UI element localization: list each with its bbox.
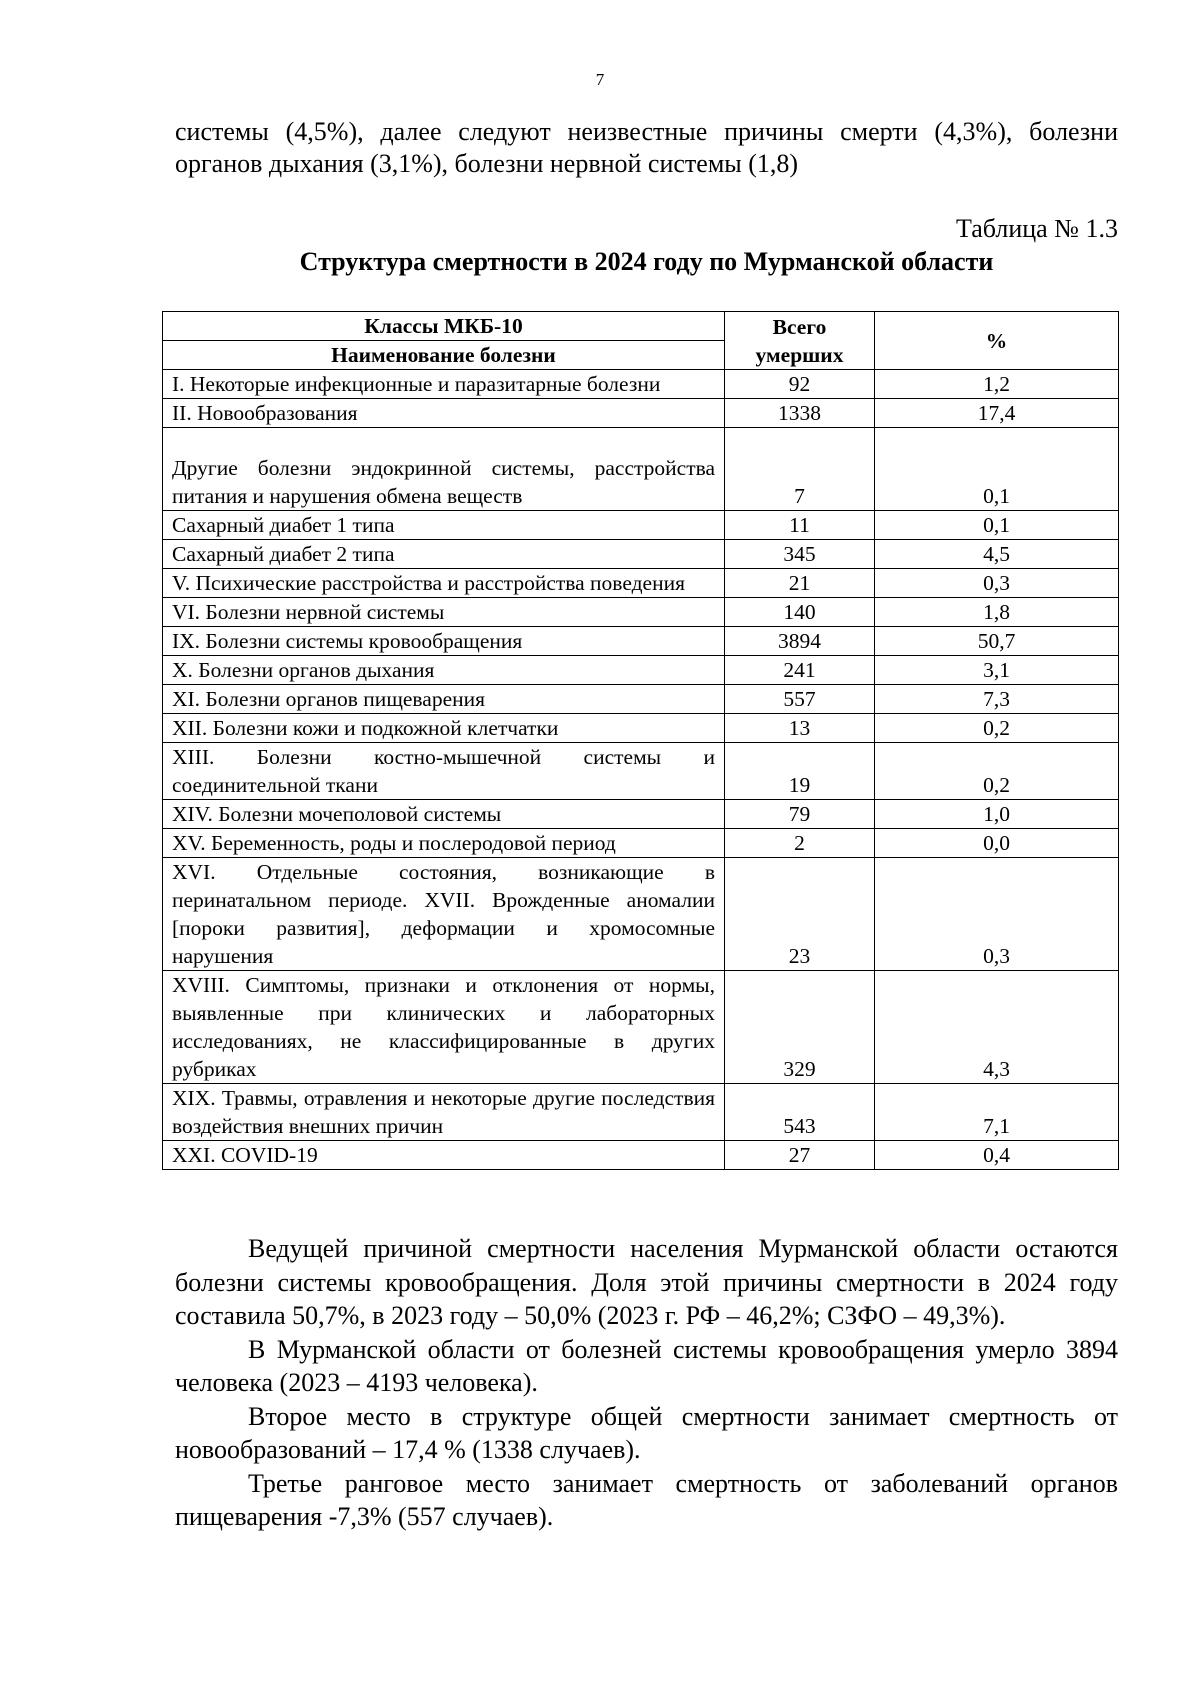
- row-disease-name: IX. Болезни системы кровообращения: [163, 627, 725, 656]
- intro-paragraph: системы (4,5%), далее следуют неизвестные причины смерти (4,3%), болезни органов дыхания (3,1%), болезни нервной системы (1,8): [175, 117, 1118, 178]
- row-percent: 0,1: [875, 511, 1119, 540]
- body-paragraph: Третье ранговое место занимает смертность от заболеваний органов пищеварения -7,3% (557 случаев).: [175, 1468, 1118, 1531]
- mortality-table: [162, 311, 1119, 1170]
- row-total: 27: [725, 1141, 875, 1170]
- row-total: 79: [725, 800, 875, 829]
- table-row: [163, 743, 1119, 800]
- row-total: 241: [725, 656, 875, 685]
- row-disease-name: V. Психические расстройства и расстройства поведения: [163, 569, 725, 598]
- table-row: [163, 800, 1119, 829]
- row-disease-name: XXI. COVID-19: [163, 1141, 725, 1170]
- row-disease-name: XIX. Травмы, отравления и некоторые другие последствия воздействия внешних причин: [163, 1084, 725, 1141]
- row-percent: 0,4: [875, 1141, 1119, 1170]
- header-total-deaths: Всего умерших: [725, 312, 875, 370]
- row-percent: 0,0: [875, 829, 1119, 858]
- row-percent: 0,2: [875, 743, 1119, 800]
- row-total: 92: [725, 370, 875, 399]
- row-percent: 7,3: [875, 685, 1119, 714]
- row-total: 7: [725, 428, 875, 511]
- row-percent: 1,8: [875, 598, 1119, 627]
- table-row: [163, 428, 1119, 511]
- row-disease-name: XII. Болезни кожи и подкожной клетчатки: [163, 714, 725, 743]
- table-row: [163, 540, 1119, 569]
- row-total: 23: [725, 858, 875, 971]
- table-row: [163, 971, 1119, 1084]
- row-disease-name: Сахарный диабет 2 типа: [163, 540, 725, 569]
- table-row: [163, 858, 1119, 971]
- row-total: 345: [725, 540, 875, 569]
- header-percent: %: [875, 312, 1119, 370]
- row-percent: 0,1: [875, 428, 1119, 511]
- row-total: 11: [725, 511, 875, 540]
- row-disease-name: XVIII. Симптомы, признаки и отклонения от нормы, выявленные при клинических и лабораторных исследованиях, не классифицированные в других рубриках: [163, 971, 725, 1084]
- row-percent: 0,3: [875, 569, 1119, 598]
- row-percent: 7,1: [875, 1084, 1119, 1141]
- row-disease-name: II. Новообразования: [163, 399, 725, 428]
- row-total: 19: [725, 743, 875, 800]
- row-percent: 0,2: [875, 714, 1119, 743]
- row-disease-name: XI. Болезни органов пищеварения: [163, 685, 725, 714]
- table-row: [163, 685, 1119, 714]
- table-row: [163, 829, 1119, 858]
- row-disease-name: Другие болезни эндокринной системы, расстройства питания и нарушения обмена веществ: [163, 428, 725, 511]
- row-total: 543: [725, 1084, 875, 1141]
- row-percent: 4,3: [875, 971, 1119, 1084]
- table-row: [163, 598, 1119, 627]
- table-row: [163, 370, 1119, 399]
- table-row: [163, 399, 1119, 428]
- table-row: [163, 656, 1119, 685]
- row-total: 21: [725, 569, 875, 598]
- row-disease-name: I. Некоторые инфекционные и паразитарные болезни: [163, 370, 725, 399]
- header-disease-name: Наименование болезни: [163, 341, 725, 370]
- row-percent: 1,2: [875, 370, 1119, 399]
- row-disease-name: XVI. Отдельные состояния, возникающие в перинатальном периоде. XVII. Врожденные аномалии [пороки развития], деформации и хромосомные нарушения: [163, 858, 725, 971]
- row-total: 557: [725, 685, 875, 714]
- row-percent: 0,3: [875, 858, 1119, 971]
- table-row: [163, 569, 1119, 598]
- row-disease-name: Сахарный диабет 1 типа: [163, 511, 725, 540]
- row-total: 13: [725, 714, 875, 743]
- row-percent: 50,7: [875, 627, 1119, 656]
- row-percent: 4,5: [875, 540, 1119, 569]
- table-header-row: [163, 312, 1119, 341]
- table-number: Таблица № 1.3: [955, 214, 1118, 243]
- table-row: [163, 714, 1119, 743]
- table-row: [163, 627, 1119, 656]
- row-disease-name: XIII. Болезни костно-мышечной системы и соединительной ткани: [163, 743, 725, 800]
- row-total: 140: [725, 598, 875, 627]
- row-disease-name: XIV. Болезни мочеполовой системы: [163, 800, 725, 829]
- page-number: 7: [595, 70, 605, 89]
- table-row: [163, 511, 1119, 540]
- table-title: Структура смертности в 2024 году по Мурманской области: [299, 247, 994, 276]
- row-percent: 17,4: [875, 399, 1119, 428]
- row-total: 329: [725, 971, 875, 1084]
- body-paragraph: Ведущей причиной смертности населения Мурманской области остаются болезни системы кровообращения. Доля этой причины смертности в 2024 году составила 50,7%, в 2023 году – 50,0% (2023 г. РФ – 46,2%; СЗФО – 49,3%).: [175, 1234, 1118, 1330]
- table-row: [163, 1141, 1119, 1170]
- row-disease-name: VI. Болезни нервной системы: [163, 598, 725, 627]
- row-disease-name: X. Болезни органов дыхания: [163, 656, 725, 685]
- row-disease-name: XV. Беременность, роды и послеродовой период: [163, 829, 725, 858]
- row-percent: 1,0: [875, 800, 1119, 829]
- header-icd-class: Классы МКБ-10: [163, 312, 725, 341]
- body-text: [175, 1232, 1118, 1534]
- row-total: 2: [725, 829, 875, 858]
- body-paragraph: В Мурманской области от болезней системы кровообращения умерло 3894 человека (2023 – 4193 человека).: [175, 1334, 1118, 1397]
- row-total: 3894: [725, 627, 875, 656]
- row-percent: 3,1: [875, 656, 1119, 685]
- table-row: [163, 1084, 1119, 1141]
- body-paragraph: Второе место в структуре общей смертности занимает смертность от новообразований – 17,4 % (1338 случаев).: [175, 1401, 1118, 1464]
- row-total: 1338: [725, 399, 875, 428]
